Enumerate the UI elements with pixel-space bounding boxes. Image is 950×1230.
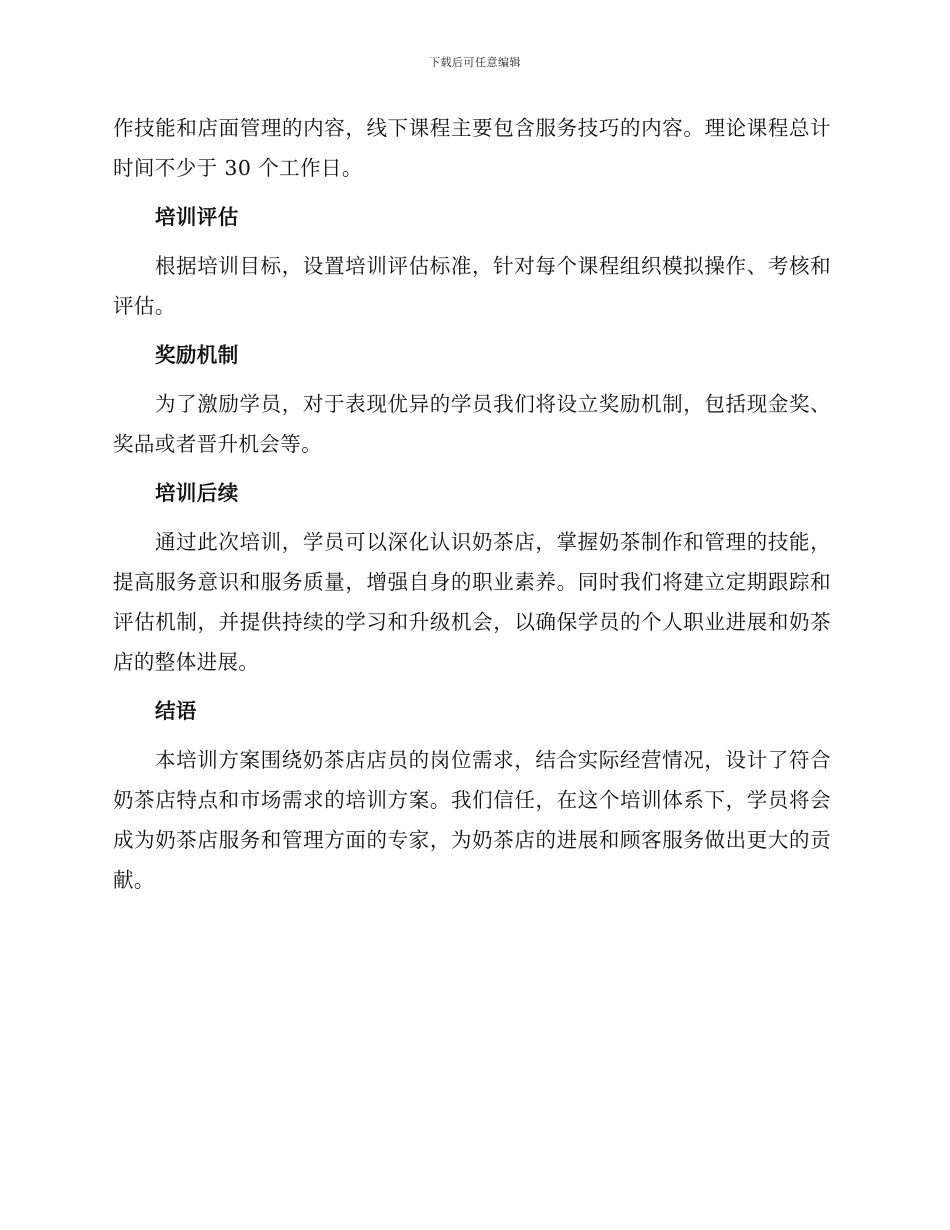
- page-header: 下载后可任意编辑: [429, 56, 521, 69]
- document-body: [113, 108, 831, 900]
- section-heading-reward: 奖励机制: [155, 343, 239, 367]
- section-heading-evaluation: 培训评估: [155, 205, 239, 229]
- evaluation-paragraph: 根据培训目标，设置培训评估标准，针对每个课程组织模拟操作、考核和评估。: [113, 254, 831, 318]
- conclusion-paragraph: 本培训方案围绕奶茶店店员的岗位需求，结合实际经营情况，设计了符合奶茶店特点和市场需求的培训方案。我们信任，在这个培训体系下，学员将会成为奶茶店服务和管理方面的专家，为奶茶店的进展和顾客服务做出更大的贡献。: [113, 748, 831, 892]
- section-heading-followup: 培训后续: [155, 481, 239, 505]
- intro-continuation-paragraph: 作技能和店面管理的内容，线下课程主要包含服务技巧的内容。理论课程总计时间不少于 30 个工作日。: [113, 116, 831, 180]
- reward-paragraph: 为了激励学员，对于表现优异的学员我们将设立奖励机制，包括现金奖、奖品或者晋升机会等。: [113, 392, 831, 456]
- followup-paragraph: 通过此次培训，学员可以深化认识奶茶店，掌握奶茶制作和管理的技能，提高服务意识和服务质量，增强自身的职业素养。同时我们将建立定期跟踪和评估机制，并提供持续的学习和升级机会，以确保学员的个人职业进展和奶茶店的整体进展。: [113, 530, 831, 674]
- section-heading-conclusion: 结语: [155, 699, 197, 723]
